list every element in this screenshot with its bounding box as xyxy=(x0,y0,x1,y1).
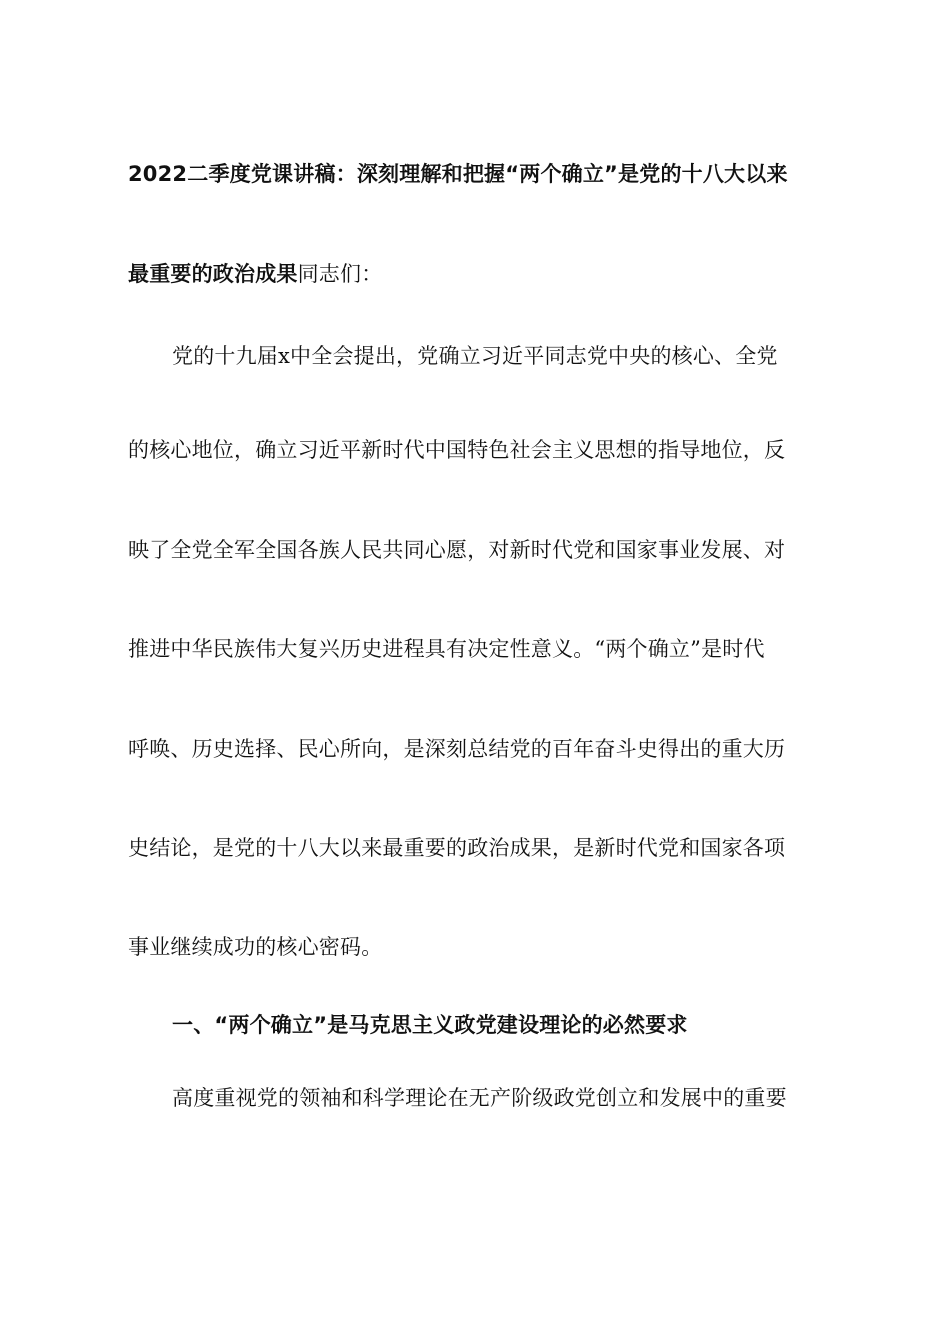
paragraph-1-line-3: 映了全党全军全国各族人民共同心愿，对新时代党和国家事业发展、对 xyxy=(128,538,786,562)
salutation: 同志们： xyxy=(297,262,383,286)
document-title-line-2 xyxy=(128,259,828,289)
document-title-line-1: 2022二季度党课讲稿：深刻理解和把握“两个确立”是党的十八大以来 xyxy=(128,162,788,186)
paragraph-1-line-1: 党的十九届x中全会提出，党确立习近平同志党中央的核心、全党 xyxy=(172,344,778,368)
document-title-bold-part: 最重要的政治成果 xyxy=(128,262,298,286)
paragraph-2-line-1: 高度重视党的领袖和科学理论在无产阶级政党创立和发展中的重要 xyxy=(172,1086,787,1110)
paragraph-1-line-2: 的核心地位，确立习近平新时代中国特色社会主义思想的指导地位，反 xyxy=(128,438,786,462)
paragraph-1-line-5: 呼唤、历史选择、民心所向，是深刻总结党的百年奋斗史得出的重大历 xyxy=(128,737,786,761)
section-1-heading: 一、“两个确立”是马克思主义政党建设理论的必然要求 xyxy=(172,1013,688,1037)
paragraph-1-line-4: 推进中华民族伟大复兴历史进程具有决定性意义。“两个确立”是时代 xyxy=(128,637,765,661)
paragraph-1-line-7: 事业继续成功的核心密码。 xyxy=(128,935,383,959)
paragraph-1-line-6: 史结论，是党的十八大以来最重要的政治成果，是新时代党和国家各项 xyxy=(128,836,786,860)
